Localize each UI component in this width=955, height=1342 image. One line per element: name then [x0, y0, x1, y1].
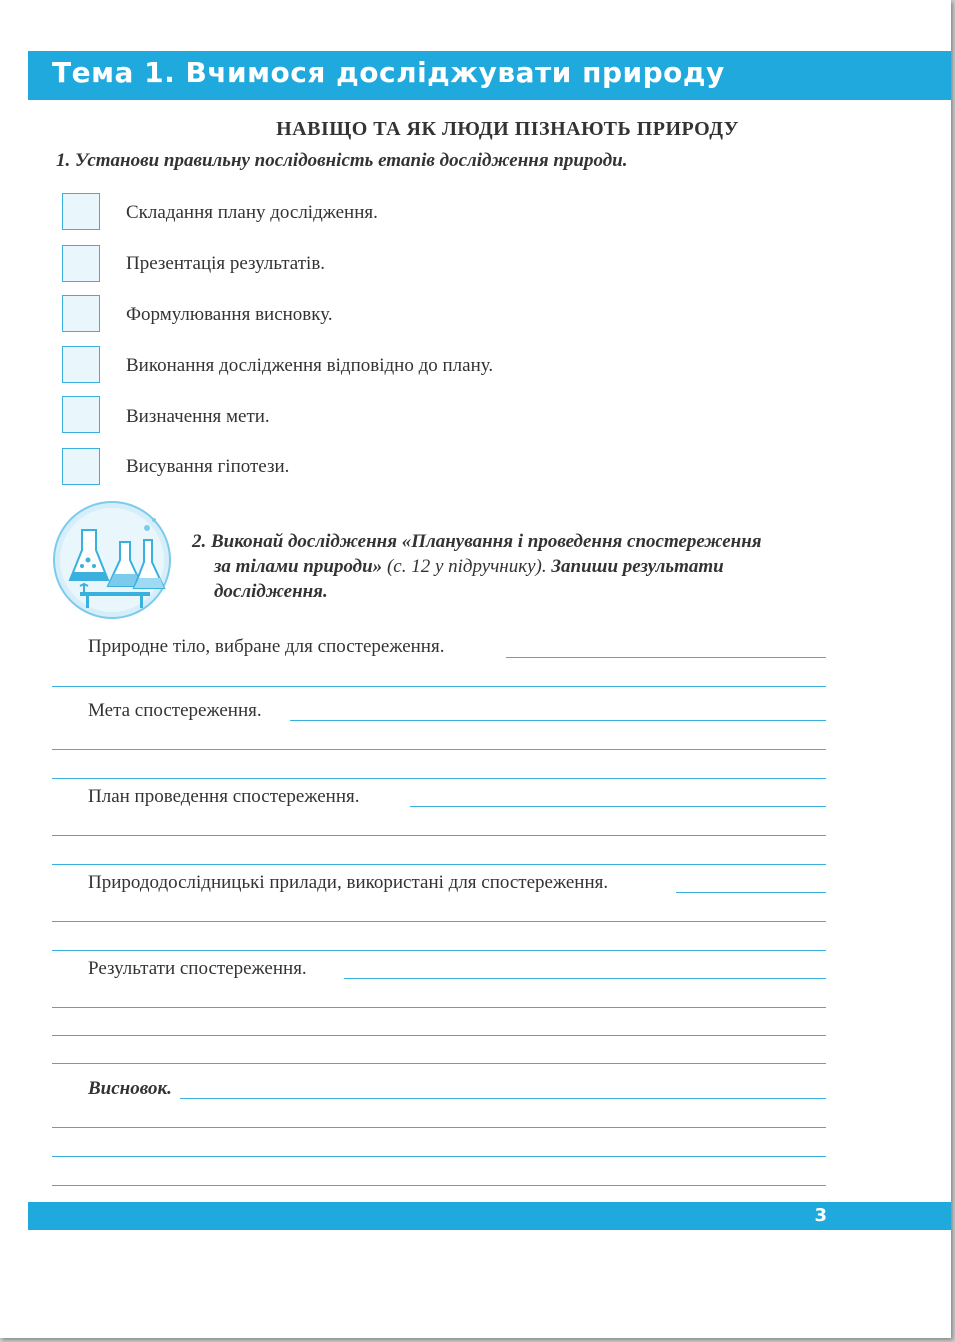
instruments-line-1[interactable] [676, 892, 826, 893]
step-label-2: Презентація результатів. [126, 253, 326, 274]
step-label-1: Складання плану дослідження. [126, 202, 378, 223]
plan-line-1[interactable] [410, 806, 826, 807]
page-number: 3 [814, 1205, 827, 1226]
task2-prompt [192, 529, 832, 604]
instruments-label: Природодослідницькі прилади, використані для спостереження. [88, 872, 609, 893]
topic-banner [28, 51, 951, 100]
instruments-line-2[interactable] [52, 921, 826, 922]
plan-line-2[interactable] [52, 835, 826, 836]
topic-title: Тема 1. Вчимося досліджувати природу [52, 56, 725, 89]
natural-body-line-2[interactable] [52, 686, 826, 687]
answer-box-6[interactable] [62, 448, 100, 485]
goal-label: Мета спостереження. [88, 700, 262, 721]
task2-title-part4: дослідження. [214, 581, 328, 602]
goal-line-3[interactable] [52, 778, 826, 779]
task2-number: 2. [192, 531, 207, 552]
task2-reference: (с. 12 у підручнику). [382, 556, 552, 577]
plan-label: План проведення спостереження. [88, 786, 360, 807]
footer-bar [28, 1202, 951, 1230]
step-label-4: Виконання дослідження відповідно до плану. [126, 355, 494, 376]
task2-title-part3: Запиши результати [551, 556, 724, 577]
results-line-3[interactable] [52, 1035, 826, 1036]
answer-box-4[interactable] [62, 346, 100, 383]
natural-body-line-1[interactable] [506, 657, 826, 658]
section-heading: НАВІЩО ТА ЯК ЛЮДИ ПІЗНАЮТЬ ПРИРОДУ [276, 118, 739, 140]
instruments-line-3[interactable] [52, 950, 826, 951]
results-label: Результати спостереження. [88, 958, 307, 979]
natural-body-label: Природне тіло, вибране для спостереження. [88, 636, 445, 657]
goal-line-1[interactable] [290, 720, 826, 721]
step-label-5: Визначення мети. [126, 406, 270, 427]
step-label-6: Висування гіпотези. [126, 456, 290, 477]
task2-title-part2: за тілами природи» [214, 556, 383, 577]
conclusion-line-2[interactable] [52, 1127, 826, 1128]
task2-line2 [192, 554, 832, 579]
goal-line-2[interactable] [52, 749, 826, 750]
task1-prompt: 1. Установи правильну послідовність етапів дослідження природи. [56, 150, 628, 171]
conclusion-label: Висновок. [88, 1078, 172, 1099]
conclusion-line-1[interactable] [180, 1098, 826, 1099]
answer-box-3[interactable] [62, 295, 100, 332]
plan-line-3[interactable] [52, 864, 826, 865]
results-line-2[interactable] [52, 1007, 826, 1008]
results-line-4[interactable] [52, 1063, 826, 1064]
results-line-1[interactable] [344, 978, 826, 979]
conclusion-line-3[interactable] [52, 1156, 826, 1157]
answer-box-2[interactable] [62, 245, 100, 282]
answer-box-5[interactable] [62, 396, 100, 433]
answer-box-1[interactable] [62, 193, 100, 230]
task2-title-part1: Виконай дослідження «Планування і проведення спостереження [211, 531, 762, 552]
conclusion-line-4[interactable] [52, 1185, 826, 1186]
step-label-3: Формулювання висновку. [126, 304, 333, 325]
lab-flasks-icon [52, 500, 176, 620]
